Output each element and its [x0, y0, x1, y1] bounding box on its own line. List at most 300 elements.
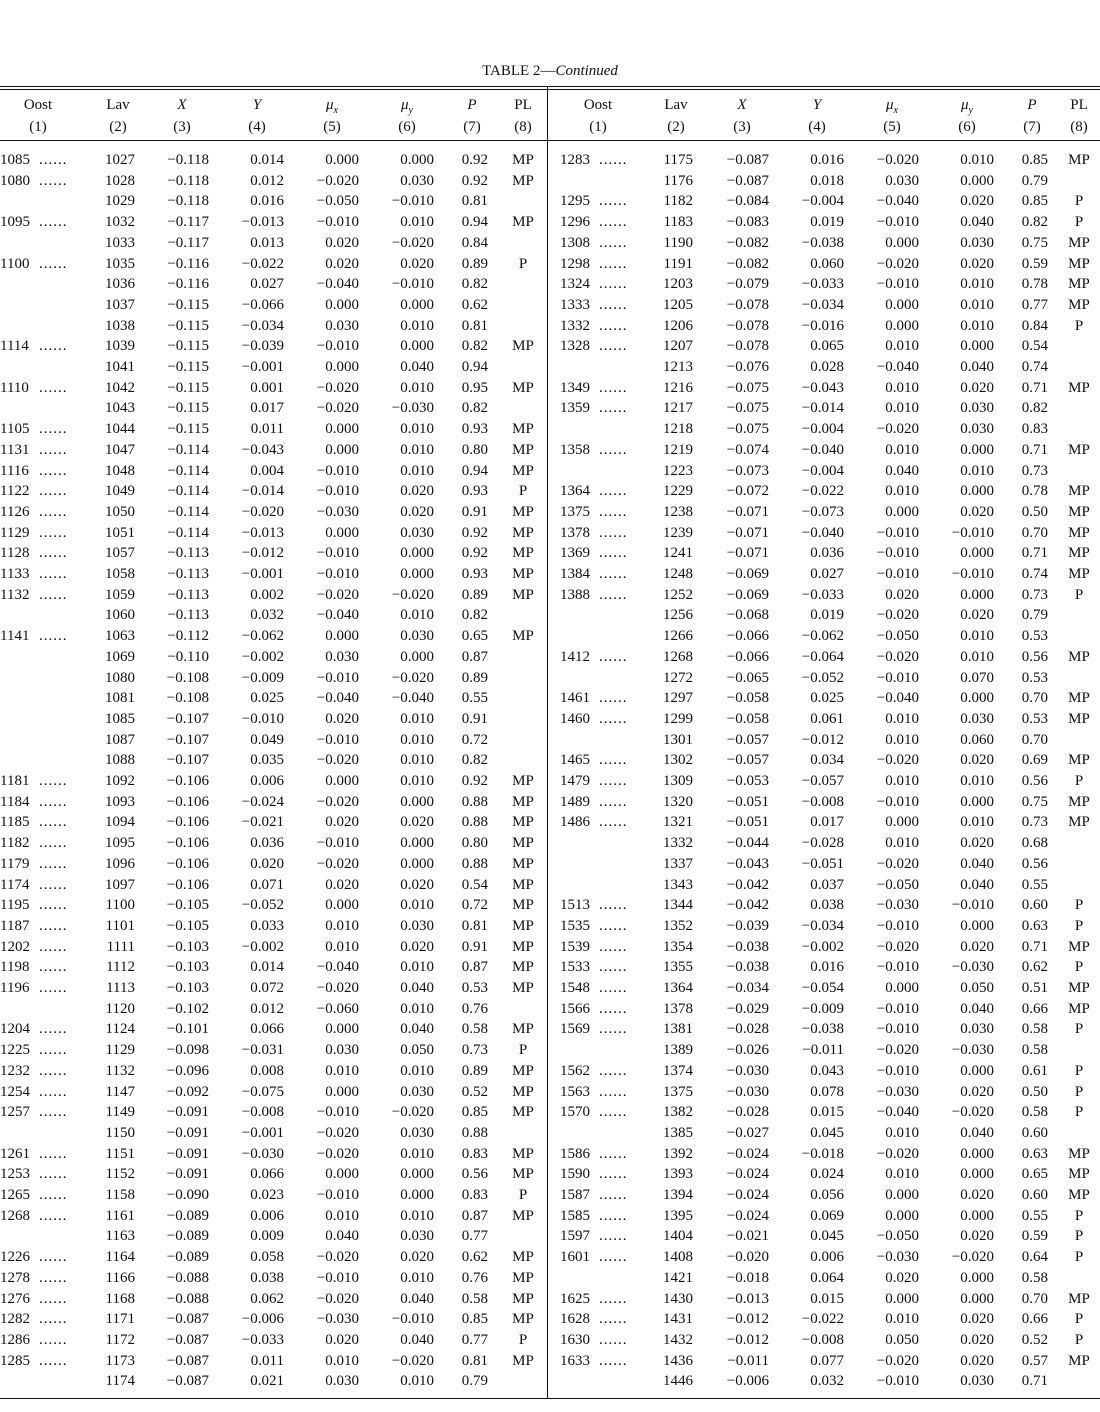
table-row [548, 481, 1100, 502]
cell-pl: MP [1068, 483, 1090, 500]
cell-lav: 1161 [105, 1207, 135, 1224]
table-row [0, 854, 547, 875]
cell-lav: 1337 [663, 855, 693, 872]
cell-oost: 1225 [0, 1042, 30, 1059]
cell-lav: 1100 [105, 897, 135, 914]
cell-mux: −0.050 [316, 193, 359, 210]
cell-muy: 0.020 [400, 503, 434, 520]
table-row [0, 792, 547, 813]
table-row [0, 502, 547, 523]
table-row [548, 378, 1100, 399]
table-row [0, 1268, 547, 1289]
cell-oost [0, 316, 38, 337]
cell-mux: 0.000 [885, 814, 919, 831]
cell-mux: 0.010 [885, 441, 919, 458]
cell-y: −0.012 [801, 731, 844, 748]
cell-muy: −0.020 [391, 234, 434, 251]
cell-lav: 1032 [105, 214, 135, 231]
table-row [548, 1185, 1100, 1206]
cell-p: 0.84 [461, 234, 488, 251]
cell-x: −0.027 [726, 1124, 769, 1141]
cell-p: 0.63 [1021, 917, 1048, 934]
table-row [0, 1061, 547, 1082]
cell-x: −0.106 [166, 773, 209, 789]
cell-oost: 1296 [560, 214, 590, 231]
cell-pl: P [1074, 214, 1084, 231]
cell-p: 0.58 [461, 1021, 488, 1038]
cell-y: 0.058 [250, 1249, 284, 1266]
cell-p: 0.76 [461, 1000, 488, 1017]
cell-pl: MP [1068, 814, 1090, 831]
cell-pl: MP [512, 545, 534, 562]
cell-pl: MP [1068, 938, 1090, 955]
cell-y: −0.075 [241, 1083, 284, 1100]
cell-y: 0.032 [810, 1373, 844, 1390]
cell-lav: 1037 [105, 296, 135, 313]
cell-pl: MP [1068, 690, 1090, 707]
cell-pl: MP [512, 793, 534, 810]
leader-dots: ...... [599, 897, 628, 914]
cell-lav: 1094 [105, 814, 135, 831]
cell-pl: P [518, 255, 528, 272]
column-header-1: Oost [23, 97, 53, 113]
column-number-8: (8) [514, 119, 532, 135]
leader-dots: ...... [39, 1249, 68, 1266]
cell-lav: 1096 [105, 855, 135, 872]
cell-y: 0.016 [810, 959, 844, 976]
table-row [0, 895, 547, 916]
cell-mux: 0.030 [885, 172, 919, 189]
cell-oost: 1587 [560, 1187, 590, 1203]
leader-dots: ...... [599, 317, 628, 334]
cell-x: −0.113 [167, 586, 209, 603]
cell-lav: 1182 [663, 193, 693, 210]
cell-oost [0, 1226, 38, 1247]
cell-muy: 0.000 [400, 648, 434, 665]
column-header-6: $\mu_y$ [401, 97, 413, 116]
leader-dots: ...... [39, 441, 68, 458]
cell-lav: 1436 [663, 1352, 693, 1369]
header-row-numbers [0, 116, 547, 138]
cell-p: 0.85 [1021, 193, 1048, 210]
cell-x: −0.115 [167, 421, 209, 438]
cell-oost: 1539 [560, 938, 590, 955]
cell-muy: 0.000 [400, 566, 434, 582]
cell-oost [0, 999, 38, 1020]
cell-mux: 0.000 [325, 421, 359, 438]
cell-y: −0.002 [241, 648, 284, 665]
cell-y: 0.038 [810, 897, 844, 914]
cell-mux: 0.010 [885, 710, 919, 727]
cell-p: 0.83 [1021, 421, 1048, 438]
cell-x: −0.115 [167, 400, 209, 417]
table-title [0, 60, 1100, 82]
cell-oost: 1182 [0, 835, 30, 852]
cell-x: −0.113 [167, 607, 209, 624]
cell-oost: 1254 [0, 1083, 30, 1100]
table-row [0, 316, 547, 337]
cell-p: 0.87 [461, 1207, 488, 1224]
cell-y: 0.038 [250, 1269, 284, 1286]
cell-oost: 1132 [0, 586, 30, 603]
cell-p: 0.87 [461, 648, 488, 665]
cell-mux: 0.010 [325, 938, 359, 955]
cell-y: 0.066 [250, 1021, 284, 1038]
cell-mux: 0.020 [325, 234, 359, 251]
leader-dots: ...... [599, 938, 628, 955]
cell-p: 0.64 [1021, 1249, 1048, 1266]
cell-mux: −0.010 [876, 669, 919, 686]
cell-x: −0.084 [726, 193, 769, 210]
cell-pl: MP [1068, 1352, 1090, 1369]
cell-mux: −0.010 [876, 276, 919, 293]
cell-y: 0.035 [250, 752, 284, 769]
leader-dots: ...... [39, 1062, 68, 1079]
cell-muy: 0.000 [400, 1166, 434, 1183]
cell-x: −0.087 [726, 172, 769, 189]
table-row [548, 895, 1100, 916]
cell-x: −0.011 [727, 1352, 769, 1369]
leader-dots: ...... [599, 710, 628, 727]
cell-oost: 1332 [560, 317, 590, 334]
cell-x: −0.024 [726, 1187, 769, 1203]
cell-muy: −0.020 [391, 1104, 434, 1121]
cell-lav: 1205 [663, 296, 693, 313]
cell-x: −0.091 [166, 1124, 209, 1141]
table-row [548, 564, 1100, 585]
cell-mux: 0.010 [885, 483, 919, 500]
cell-muy: 0.010 [960, 773, 994, 789]
cell-x: −0.071 [726, 503, 769, 520]
cell-x: −0.116 [167, 276, 209, 293]
cell-mux: −0.010 [876, 1021, 919, 1038]
cell-mux: −0.050 [876, 628, 919, 645]
cell-y: 0.006 [810, 1249, 844, 1266]
cell-muy: 0.010 [400, 1145, 434, 1162]
cell-y: −0.064 [801, 648, 844, 665]
cell-pl: MP [512, 835, 534, 852]
cell-p: 0.73 [1021, 814, 1048, 831]
cell-p: 0.82 [461, 400, 488, 417]
cell-p: 0.89 [461, 586, 488, 603]
cell-lav: 1166 [105, 1269, 135, 1286]
cell-lav: 1111 [106, 938, 135, 955]
cell-mux: −0.040 [316, 607, 359, 624]
cell-pl: MP [1068, 1290, 1090, 1307]
cell-mux: −0.010 [316, 669, 359, 686]
cell-x: −0.114 [167, 524, 209, 541]
cell-lav: 1266 [663, 628, 693, 645]
cell-mux: 0.000 [885, 296, 919, 313]
cell-x: −0.012 [726, 1311, 769, 1328]
cell-muy: −0.010 [391, 276, 434, 293]
cell-oost: 1324 [560, 276, 590, 293]
table-row [548, 1061, 1100, 1082]
cell-lav: 1048 [105, 462, 135, 479]
cell-lav: 1238 [663, 503, 693, 520]
cell-p: 0.77 [461, 1228, 488, 1245]
cell-muy: 0.010 [960, 814, 994, 831]
leader-dots: ...... [39, 545, 68, 562]
cell-p: 0.55 [1021, 1207, 1048, 1224]
cell-x: −0.089 [166, 1249, 209, 1266]
cell-x: −0.090 [166, 1187, 209, 1203]
cell-lav: 1092 [105, 773, 135, 789]
cell-y: −0.009 [241, 669, 284, 686]
cell-muy: 0.050 [400, 1042, 434, 1059]
cell-pl: MP [1068, 524, 1090, 541]
cell-mux: −0.020 [876, 607, 919, 624]
cell-pl [1058, 336, 1100, 357]
leader-dots: ...... [599, 752, 628, 769]
table-row [548, 916, 1100, 937]
leader-dots: ...... [599, 1104, 628, 1121]
cell-pl: MP [512, 773, 534, 789]
cell-mux: 0.020 [885, 586, 919, 603]
cell-pl [1058, 854, 1100, 875]
cell-muy: 0.010 [960, 317, 994, 334]
cell-x: −0.091 [166, 1104, 209, 1121]
cell-y: 0.025 [250, 690, 284, 707]
cell-pl: MP [1068, 234, 1090, 251]
cell-y: −0.022 [801, 483, 844, 500]
cell-lav: 1085 [105, 710, 135, 727]
cell-lav: 1183 [663, 214, 693, 231]
cell-mux: −0.020 [876, 1145, 919, 1162]
cell-mux: 0.000 [325, 359, 359, 375]
cell-x: −0.115 [167, 296, 209, 313]
cell-x: −0.113 [167, 566, 209, 582]
leader-dots: ...... [39, 338, 68, 355]
cell-pl: P [1074, 1311, 1084, 1328]
cell-lav: 1352 [663, 917, 693, 934]
cell-oost [0, 274, 38, 295]
table-row [0, 274, 547, 295]
cell-mux: 0.030 [325, 648, 359, 665]
table-row [548, 1102, 1100, 1123]
table-row [0, 357, 547, 378]
cell-p: 0.59 [1021, 255, 1048, 272]
cell-muy: 0.030 [960, 1021, 994, 1038]
cell-oost [0, 295, 38, 316]
column-number-8: (8) [1070, 119, 1088, 135]
cell-mux: −0.010 [316, 338, 359, 355]
cell-lav: 1060 [105, 607, 135, 624]
table-row [548, 1019, 1100, 1040]
cell-muy: 0.010 [960, 462, 994, 479]
header-row-labels [548, 94, 1100, 116]
cell-lav: 1172 [105, 1331, 135, 1348]
cell-mux: −0.010 [876, 545, 919, 562]
cell-x: −0.066 [726, 648, 769, 665]
cell-mux: −0.010 [316, 566, 359, 582]
cell-mux: −0.030 [316, 503, 359, 520]
cell-pl [502, 605, 544, 626]
cell-muy: 0.010 [400, 214, 434, 231]
cell-x: −0.013 [726, 1290, 769, 1307]
cell-p: 0.55 [1021, 876, 1048, 893]
column-number-4: (4) [808, 119, 826, 135]
cell-lav: 1058 [105, 566, 135, 582]
cell-oost: 1388 [560, 586, 590, 603]
cell-mux: −0.020 [876, 1352, 919, 1369]
cell-y: −0.062 [241, 628, 284, 645]
cell-oost: 1129 [0, 524, 30, 541]
cell-mux: −0.010 [876, 793, 919, 810]
cell-pl [502, 398, 544, 419]
cell-pl: MP [1068, 255, 1090, 272]
table-row [548, 647, 1100, 668]
cell-x: −0.072 [726, 483, 769, 500]
cell-oost: 1486 [560, 814, 590, 831]
column-header-1: Oost [583, 97, 613, 113]
table-row [548, 440, 1100, 461]
cell-muy: 0.030 [960, 400, 994, 417]
cell-x: −0.083 [726, 214, 769, 231]
cell-oost: 1412 [560, 648, 590, 665]
cell-x: −0.089 [166, 1207, 209, 1224]
leader-dots: ...... [599, 276, 628, 293]
cell-pl: P [1074, 1207, 1084, 1224]
cell-pl: MP [512, 172, 534, 189]
cell-oost [560, 1123, 598, 1144]
table-row [0, 481, 547, 502]
cell-p: 0.79 [461, 1373, 488, 1390]
cell-pl [502, 233, 544, 254]
cell-pl: P [1074, 917, 1084, 934]
cell-muy: 0.000 [960, 545, 994, 562]
cell-pl [1058, 357, 1100, 378]
cell-p: 0.59 [1021, 1228, 1048, 1245]
cell-x: −0.117 [167, 214, 209, 231]
leader-dots: ...... [39, 1021, 68, 1038]
leader-dots: ...... [599, 338, 628, 355]
cell-muy: 0.010 [400, 421, 434, 438]
cell-p: 0.71 [1021, 545, 1048, 562]
cell-x: −0.101 [166, 1021, 209, 1038]
cell-pl [1058, 398, 1100, 419]
cell-pl: MP [512, 938, 534, 955]
cell-p: 0.89 [461, 669, 488, 686]
cell-x: −0.042 [726, 876, 769, 893]
table-row [548, 792, 1100, 813]
cell-oost: 1100 [0, 255, 30, 272]
table-row [0, 212, 547, 233]
cell-x: −0.065 [726, 669, 769, 686]
cell-mux: −0.010 [316, 835, 359, 852]
cell-y: −0.033 [801, 586, 844, 603]
cell-y: −0.018 [801, 1145, 844, 1162]
cell-lav: 1041 [105, 359, 135, 375]
cell-lav: 1381 [663, 1021, 693, 1038]
leader-dots: ...... [599, 503, 628, 520]
table-row [0, 626, 547, 647]
cell-muy: 0.050 [960, 980, 994, 996]
cell-mux: 0.010 [325, 917, 359, 934]
cell-y: −0.020 [241, 503, 284, 520]
cell-p: 0.95 [461, 379, 488, 396]
cell-y: 0.019 [810, 607, 844, 624]
cell-p: 0.93 [461, 566, 488, 582]
cell-mux: −0.010 [316, 731, 359, 748]
cell-mux: −0.030 [316, 1311, 359, 1328]
cell-pl [1058, 626, 1100, 647]
cell-pl: MP [1068, 1187, 1090, 1203]
leader-dots: ...... [599, 690, 628, 707]
cell-oost: 1489 [560, 793, 590, 810]
cell-muy: 0.040 [400, 359, 434, 375]
cell-x: −0.057 [726, 731, 769, 748]
cell-x: −0.034 [726, 980, 769, 996]
cell-oost [560, 171, 598, 192]
leader-dots: ...... [599, 1083, 628, 1100]
cell-pl [502, 1371, 544, 1392]
column-header-3: X [177, 97, 187, 113]
cell-p: 0.94 [461, 359, 488, 375]
cell-x: −0.075 [726, 400, 769, 417]
cell-p: 0.85 [1021, 152, 1048, 168]
cell-muy: 0.010 [400, 379, 434, 396]
cell-y: 0.017 [810, 814, 844, 831]
leader-dots: ...... [599, 524, 628, 541]
cell-y: −0.034 [801, 296, 844, 313]
leader-dots: ...... [599, 814, 628, 831]
cell-mux: −0.010 [316, 545, 359, 562]
cell-oost [560, 461, 598, 482]
cell-mux: 0.000 [885, 503, 919, 520]
cell-y: 0.020 [250, 855, 284, 872]
table-row [548, 502, 1100, 523]
cell-oost: 1195 [0, 897, 30, 914]
cell-p: 0.85 [461, 1311, 488, 1328]
cell-muy: 0.040 [400, 980, 434, 996]
cell-x: −0.114 [167, 462, 209, 479]
table-row [0, 191, 547, 212]
cell-pl: P [1074, 193, 1084, 210]
cell-oost: 1563 [560, 1083, 590, 1100]
cell-x: −0.106 [166, 855, 209, 872]
cell-lav: 1039 [105, 338, 135, 355]
table-row [548, 419, 1100, 440]
table-row [0, 1102, 547, 1123]
cell-x: −0.078 [726, 317, 769, 334]
table-row [548, 978, 1100, 999]
cell-y: 0.019 [810, 214, 844, 231]
cell-y: 0.036 [250, 835, 284, 852]
leader-dots: ...... [39, 1269, 68, 1286]
leader-dots: ...... [39, 1187, 68, 1203]
cell-pl: MP [1068, 752, 1090, 769]
cell-y: −0.004 [801, 462, 844, 479]
cell-oost [560, 419, 598, 440]
cell-mux: 0.010 [325, 1352, 359, 1369]
table-row [548, 1040, 1100, 1061]
cell-y: −0.008 [241, 1104, 284, 1121]
table-row [0, 1144, 547, 1165]
cell-oost: 1185 [0, 814, 30, 831]
cell-oost: 1328 [560, 338, 590, 355]
cell-p: 0.79 [1021, 607, 1048, 624]
cell-lav: 1158 [105, 1187, 135, 1203]
cell-lav: 1223 [663, 462, 693, 479]
cell-x: −0.030 [726, 1062, 769, 1079]
cell-lav: 1163 [105, 1228, 135, 1245]
cell-pl: MP [512, 1269, 534, 1286]
column-header-8: PL [1070, 97, 1088, 113]
cell-lav: 1302 [663, 752, 693, 769]
cell-muy: −0.020 [391, 1352, 434, 1369]
leader-dots: ...... [39, 524, 68, 541]
